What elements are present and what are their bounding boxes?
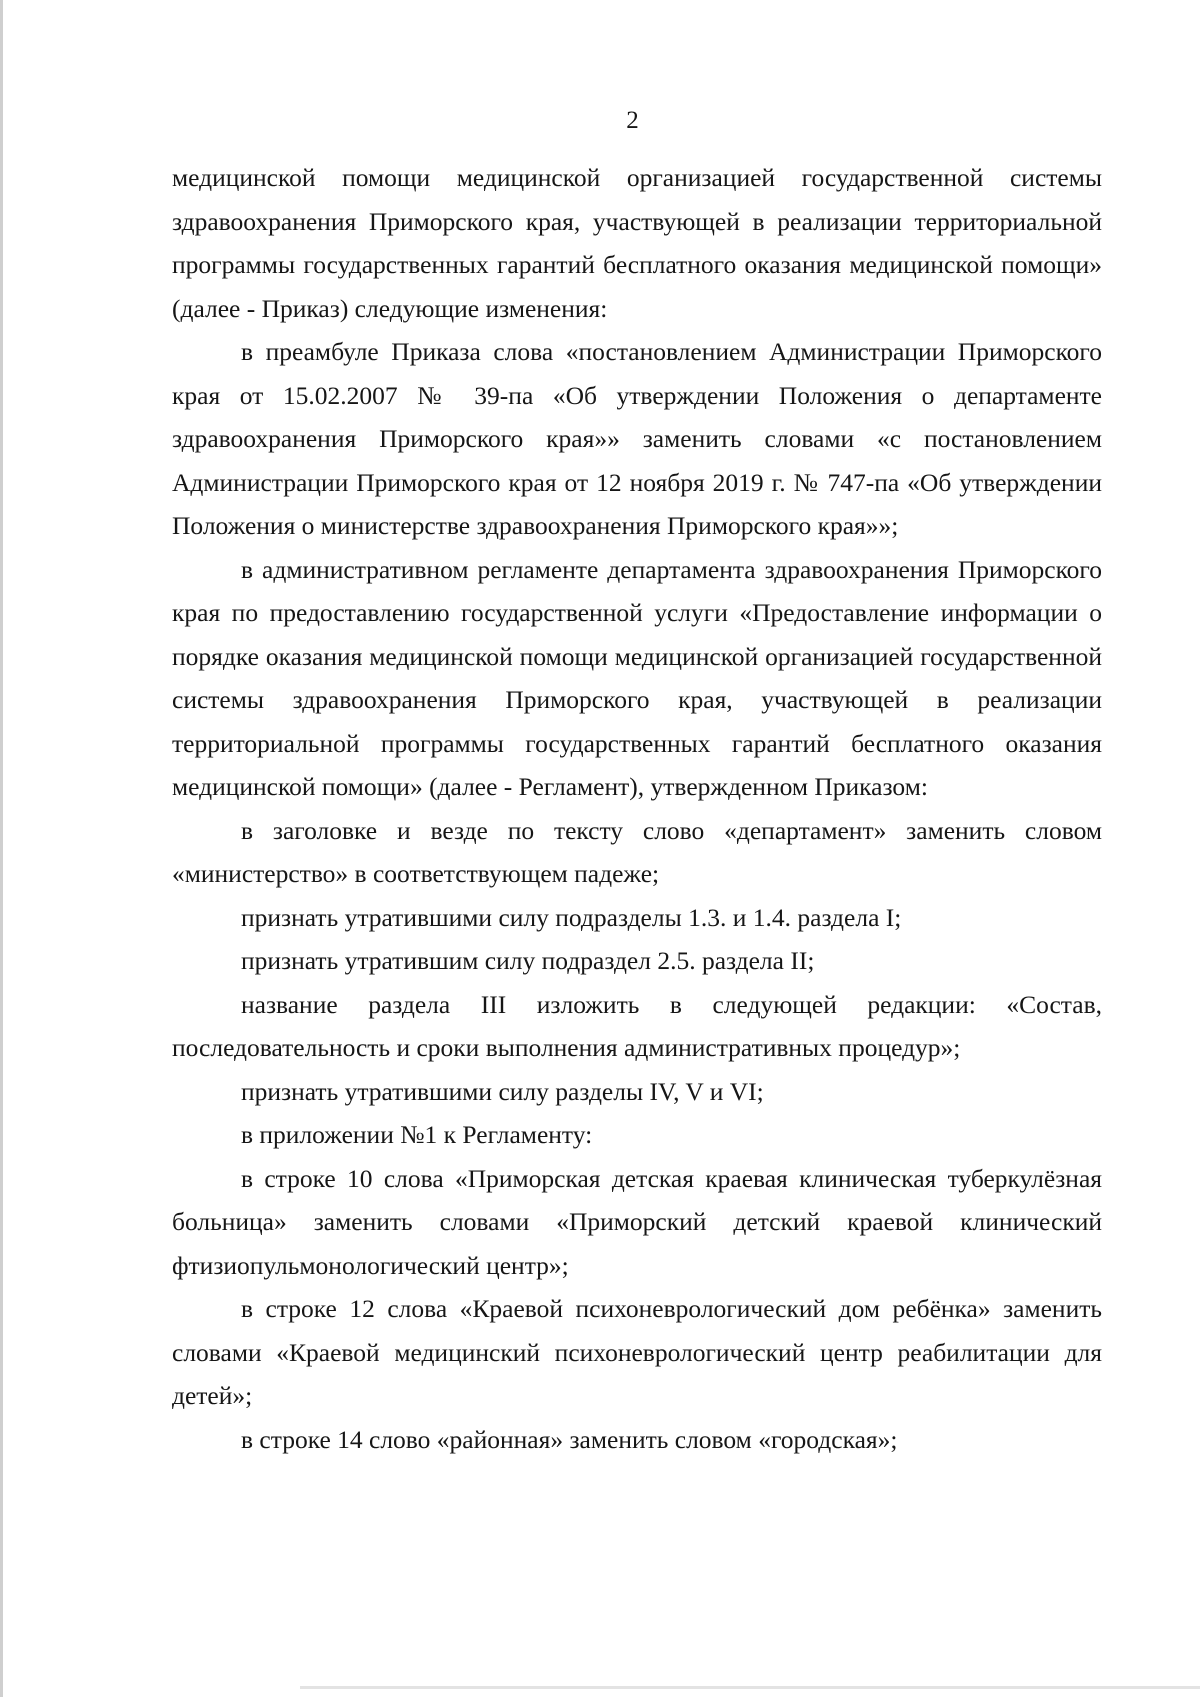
paragraph-appendix-intro: в приложении №1 к Регламенту: (241, 1120, 593, 1149)
paragraph-preamble-change: в преамбуле Приказа слова «постановлением Администрации Приморского края от 15.02.2007 № 39-па «Об утверждении Положения о департаменте здравоохранения Приморского края»» заменить словами «с постановлением Администрации Приморского края от 12 ноября 2019 г. № 747-па «Об утверждении Положения о министерстве здравоохранения Приморского края»»; (172, 337, 1102, 540)
paragraph-repeal-subsection: признать утратившим силу подраздел 2.5. раздела II; (241, 946, 815, 975)
paragraph-repeal-subsections: признать утратившими силу подразделы 1.3. и 1.4. раздела I; (241, 902, 902, 932)
paragraph-row-14: в строке 14 слово «районная» заменить словом «городская»; (241, 1424, 898, 1454)
paragraph-continuation: медицинской помощи медицинской организацией государственной системы здравоохранения Приморского края, участвующей в реализации территориальной программы государственных гарантий бесплатного оказания медицинской помощи» (далее - Приказ) следующие изменения: (172, 163, 1102, 323)
scan-edge-left (0, 0, 3, 1697)
paragraph-row-10: в строке 10 слова «Приморская детская краевая клиническая туберкулёзная больница» заменить словами «Приморский детский краевой клинический фтизиопульмонологический центр»; (172, 1163, 1102, 1280)
document-body (172, 156, 1102, 1461)
paragraph-regulation-intro: в административном регламенте департамента здравоохранения Приморского края по предоставлению государственной услуги «Предоставление информации о порядке оказания медицинской помощи медицинской организацией государственной системы здравоохранения Приморского края, участвующей в реализации территориальной программы государственных гарантий бесплатного оказания медицинской помощи» (далее - Регламент), утвержденном Приказом: (172, 554, 1102, 801)
scan-edge-bottom (300, 1686, 1200, 1689)
paragraph-repeal-sections: признать утратившими силу разделы IV, V и VI; (241, 1076, 764, 1106)
page-number: 2 (626, 107, 639, 134)
paragraph-title-change: в заголовке и везде по тексту слово «департамент» заменить словом «министерство» в соответствующем падеже; (172, 815, 1102, 888)
paragraph-section-title: название раздела III изложить в следующей редакции: «Состав, последовательность и сроки выполнения административных процедур»; (172, 989, 1102, 1062)
paragraph-row-12: в строке 12 слова «Краевой психоневрологический дом ребёнка» заменить словами «Краевой медицинский психоневрологический центр реабилитации для детей»; (172, 1294, 1102, 1410)
